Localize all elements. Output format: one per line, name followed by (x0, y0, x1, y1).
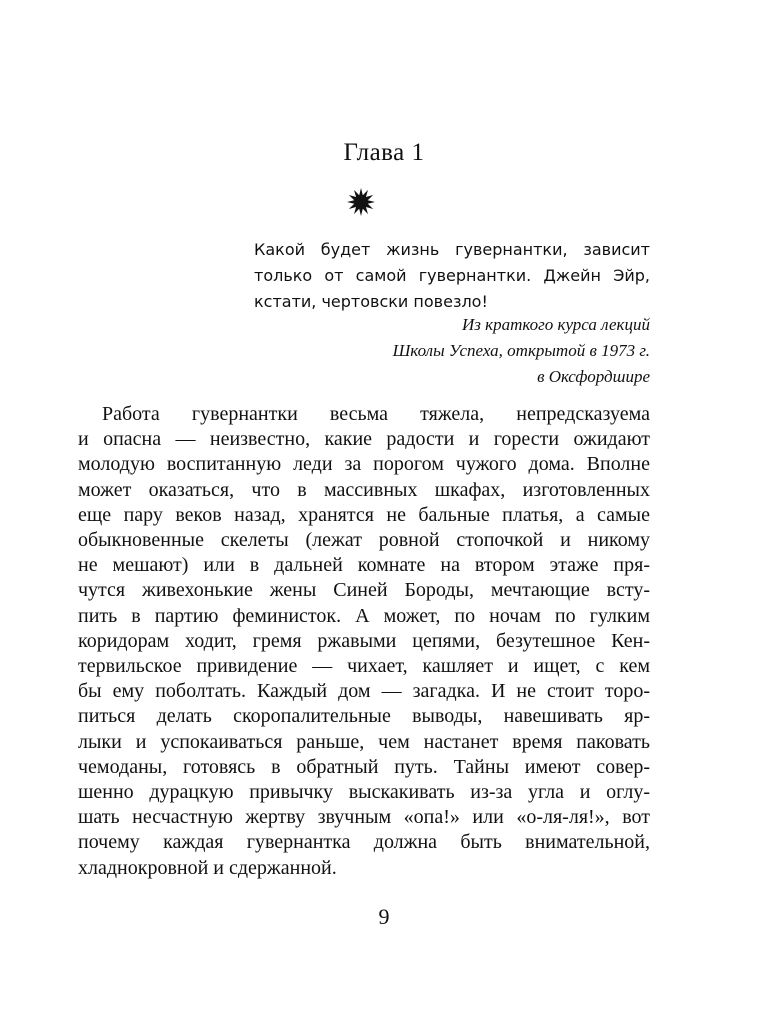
body-line: обыкновенные скелеты (лежат ровной стопочкой и никому (78, 529, 650, 552)
body-line: шенно дурацкую привычку выскакивать из-за угла и оглу- (78, 781, 650, 804)
body-line: лыки и успокаиваться раньше, чем настанет время паковать (78, 730, 650, 753)
star-burst-icon (346, 187, 376, 217)
body-line: молодую воспитанную леди за порогом чужого дома. Вполне (78, 453, 650, 476)
epigraph-line: Какой будет жизнь гувернантки, зависит (254, 240, 650, 259)
body-line: почему каждая гувернантка должна быть внимательной, (78, 831, 650, 854)
epigraph (254, 237, 650, 315)
body-line: тервильское привидение — чихает, кашляет и ищет, с кем (78, 655, 650, 678)
body-line: не мешают) или в дальней комнате на втором этаже пря- (78, 554, 650, 577)
epigraph-line: кстати, чертовски повезло! (254, 292, 488, 311)
body-line: и опасна — неизвестно, какие радости и горести ожидают (78, 428, 650, 451)
body-line: шать несчастную жертву звучным «опа!» или «о-ля-ля!», вот (78, 806, 650, 829)
attribution-line: в Оксфордшире (537, 367, 650, 386)
page-number: 9 (378, 904, 390, 929)
body-line: питься делать скоропалительные выводы, навешивать яр- (78, 705, 650, 728)
body-paragraph (78, 402, 650, 881)
body-line: Работа гувернантки весьма тяжела, непредсказуема (102, 403, 650, 425)
chapter-title: Глава 1 (343, 139, 425, 166)
body-line: хладнокровной и сдержанной. (78, 856, 337, 879)
body-line: еще пару веков назад, хранятся не бальные платья, а самые (78, 503, 650, 526)
body-line: может оказаться, что в массивных шкафах, изготовленных (78, 478, 650, 501)
attribution-line: Из краткого курса лекций (461, 315, 650, 334)
body-line: чутся живехонькие жены Синей Бороды, мечтающие всту- (78, 579, 650, 602)
body-line: бы ему поболтать. Каждый дом — загадка. И не стоит торо- (78, 680, 650, 703)
epigraph-line: только от самой гувернантки. Джейн Эйр, (254, 266, 650, 285)
body-line: коридорам ходит, гремя ржавыми цепями, безутешное Кен- (78, 629, 650, 652)
epigraph-attribution (393, 312, 650, 390)
body-line: чемоданы, готовясь в обратный путь. Тайны имеют совер- (78, 755, 650, 778)
attribution-line: Школы Успеха, открытой в 1973 г. (392, 341, 650, 360)
body-line: пить в партию феминисток. А может, по ночам по гулким (78, 604, 650, 627)
